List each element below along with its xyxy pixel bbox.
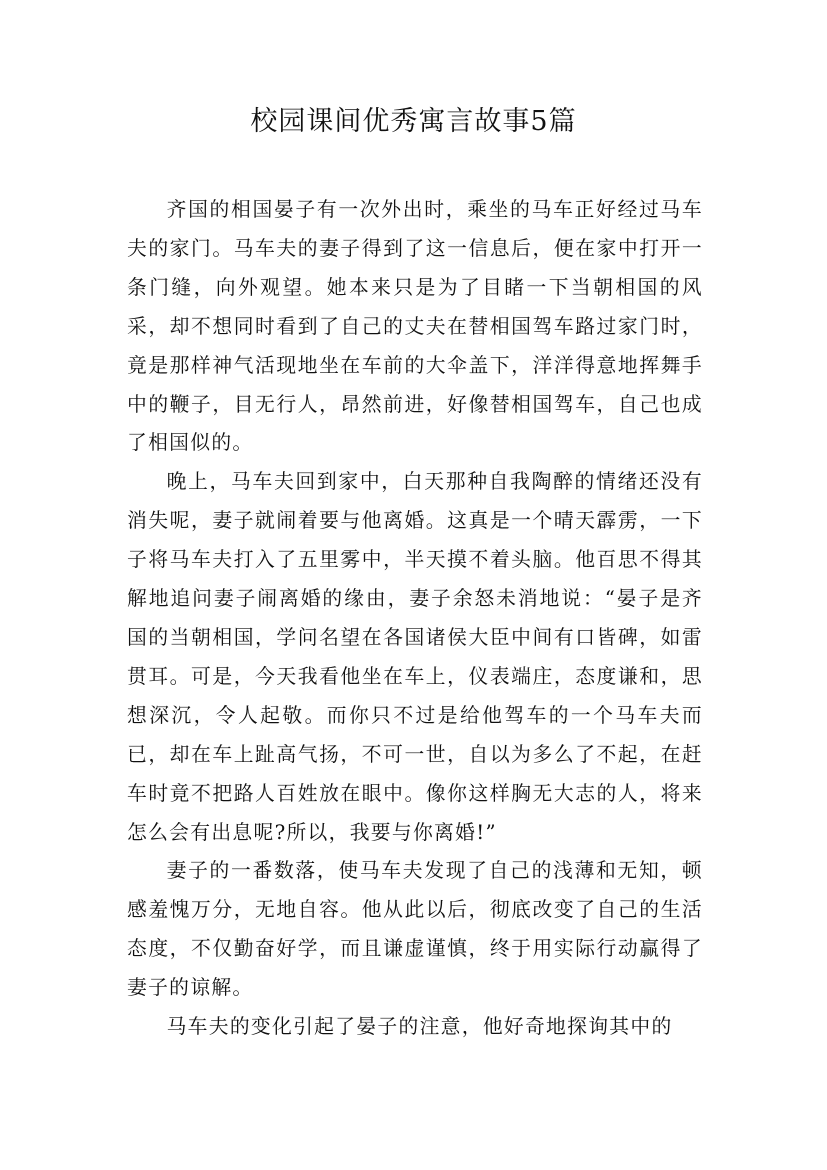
paragraph: 齐国的相国晏子有一次外出时，乘坐的马车正好经过马车夫的家门。马车夫的妻子得到了这一信息后，便在家中打开一条门缝，向外观望。她本来只是为了目睹一下当朝相国的风采，却不想同时看到了自己的丈夫在替相国驾车路过家门时，竟是那样神气活现地坐在车前的大伞盖下，洋洋得意地挥舞手中的鞭子，目无行人，昂然前进，好像替相国驾车，自己也成了相国似的。 xyxy=(127,198,703,455)
paragraph: 马车夫的变化引起了晏子的注意，他好奇地探询其中的 xyxy=(166,1015,673,1039)
document-body xyxy=(127,191,703,1047)
paragraph: 妻子的一番数落，使马车夫发现了自己的浅薄和无知，顿感羞愧万分，无地自容。他从此以后，彻底改变了自己的生活态度，不仅勤奋好学，而且谦虚谨慎，终于用实际行动赢得了妻子的谅解。 xyxy=(127,859,703,1000)
document-title: 校园课间优秀寓言故事5篇 xyxy=(250,106,577,137)
paragraph: 晚上，马车夫回到家中，白天那种自我陶醉的情绪还没有消失呢，妻子就闹着要与他离婚。这真是一个晴天霹雳，一下子将马车夫打入了五里雾中，半天摸不着头脑。他百思不得其解地追问妻子闹离婚的缘由，妻子余怒未消地说：“晏子是齐国的当朝相国，学问名望在各国诸侯大臣中间有口皆碑，如雷贯耳。可是，今天我看他坐在车上，仪表端庄，态度谦和，思想深沉，令人起敬。而你只不过是给他驾车的一个马车夫而已，却在车上趾高气扬，不可一世，自以为多么了不起，在赶车时竟不把路人百姓放在眼中。像你这样胸无大志的人，将来怎么会有出息呢?所以，我要与你离婚!” xyxy=(127,470,703,844)
